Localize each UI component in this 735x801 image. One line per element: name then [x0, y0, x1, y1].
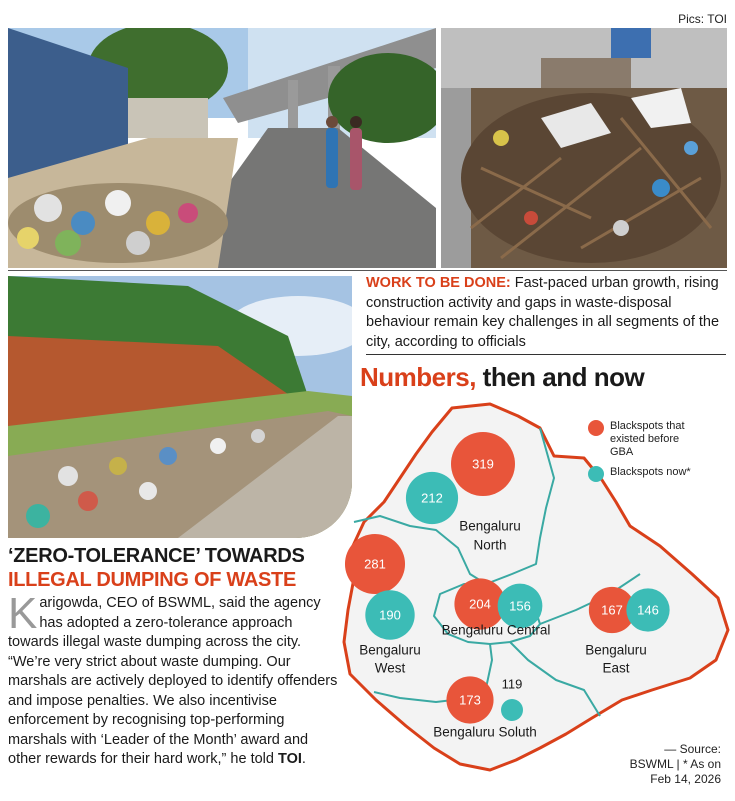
zone-label-east-2: East [602, 660, 630, 676]
source-note [630, 742, 721, 787]
value-west-before: 281 [364, 556, 386, 572]
value-south-now: 119 [501, 676, 523, 692]
infographic-heading [360, 362, 644, 393]
zone-label-south-1: Bengaluru Soluth [433, 724, 537, 740]
value-central-before: 204 [469, 596, 491, 612]
heading-red-part: Numbers, [360, 362, 476, 392]
value-south-before: 173 [459, 692, 481, 708]
legend-before-swatch [588, 420, 604, 436]
zone-label-north-1: Bengaluru [459, 518, 521, 534]
headline-line-1: ‘ZERO-TOLERANCE’ TOWARDS [8, 545, 305, 567]
value-east-now: 146 [637, 602, 659, 618]
zone-label-central-1: Bengaluru Central [441, 622, 551, 638]
bubble-south-now [501, 699, 523, 721]
photo-roadside-garbage [8, 28, 436, 268]
article-body [8, 589, 342, 770]
legend-now-swatch [588, 466, 604, 482]
value-north-before: 319 [472, 456, 494, 472]
article-text: arigowda, CEO of BSWML, said the agency has adopted a zero-tolerance approach towards illegal waste dumping across the city. “We’re very strict about waste dumping. Our marshals are actively deployed to identify offenders and impose penalties. We also incentivise enforcement by recognising top-performing marshals with ‘Leader of the Month’ award and other rewards for their hard work,” he told [8, 595, 338, 767]
caption-lead: WORK TO BE DONE: [366, 275, 511, 291]
photo-caption [366, 274, 728, 352]
caption-divider [366, 354, 726, 355]
value-central-now: 156 [509, 598, 531, 614]
zone-label-west-1: Bengaluru [359, 642, 421, 658]
value-east-before: 167 [601, 602, 623, 618]
photo-hillside-dumping [8, 276, 352, 538]
zone-label-east-1: Bengaluru [585, 642, 647, 658]
zone-label-west-2: West [374, 660, 406, 676]
source-line-3: Feb 14, 2026 [650, 772, 721, 786]
heading-dark-part: then and now [482, 362, 645, 392]
article-headline [8, 544, 348, 592]
value-west-now: 190 [379, 607, 401, 623]
zone-label-north-2: North [473, 537, 507, 553]
drop-cap: K [8, 589, 38, 638]
source-line-1: — Source: [664, 742, 721, 756]
source-line-2: BSWML | * As on [629, 757, 721, 771]
headline-line-2: ILLEGAL DUMPING OF WASTE [8, 569, 296, 591]
value-north-now: 212 [421, 490, 443, 506]
legend-before-label: Blackspots that existed before GBA [610, 420, 685, 458]
article-toi: TOI [277, 751, 302, 767]
caption-text: Fast-paced urban growth, rising construction activity and gaps in waste-disposal behaviour remain key challenges in all segments of the city, according to officials [366, 275, 720, 350]
photo-credit: Pics: TOI [678, 12, 727, 26]
article-period: . [301, 751, 306, 767]
photo-debris-closeup [441, 28, 727, 268]
legend-now-label: Blackspots now* [610, 466, 691, 478]
divider-top [8, 270, 727, 271]
